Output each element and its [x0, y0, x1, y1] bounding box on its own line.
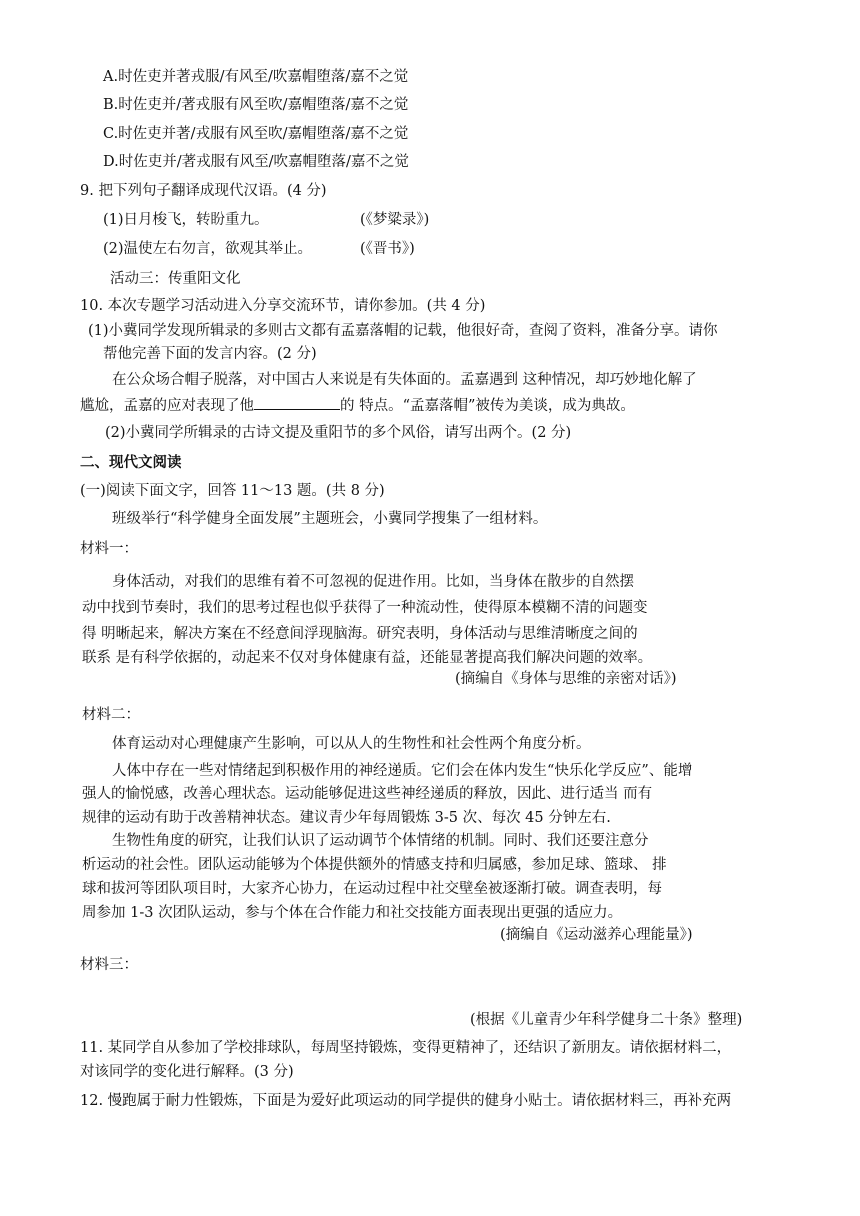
material-2-line: 强人的愉悦感，改善心理状态。运动能够促进这些神经递质的释放，因此、进行适当 而有 — [82, 786, 653, 802]
material-1-source: (摘编自《身体与思维的亲密对话》) — [455, 671, 677, 687]
q8-option-a: A.时佐吏并著戎服/有风至/吹嘉帽堕落/嘉不之觉 — [103, 69, 409, 85]
material-1-line: 动中找到节奏时，我们的思考过程也似乎获得了一种流动性，使得原本模糊不清的问题变 — [82, 600, 648, 616]
q12-line1: 12. 慢跑属于耐力性锻炼，下面是为爱好此项运动的同学提供的健身小贴士。请依据材料三，再补充两 — [80, 1093, 732, 1109]
material-2-line: 周参加 1-3 次团队运动，参与个体在合作能力和社交技能方面表现出更强的适应力。 — [82, 905, 623, 921]
q10-speech-line2 — [80, 395, 635, 417]
part-1-stem: (一)阅读下面文字，回答 11～13 题。(共 8 分) — [80, 483, 385, 499]
q10-part1-line2: 帮他完善下面的发言内容。(2 分) — [103, 346, 317, 362]
q8-option-c: C.时佐吏并著/戎服有风至吹/嘉帽堕落/嘉不之觉 — [103, 126, 409, 142]
q9-item-2: (2)温使左右勿言，欲观其举止。 — [103, 241, 313, 257]
material-2-line: 体育运动对心理健康产生影响，可以从人的生物性和社会性两个角度分析。 — [112, 736, 591, 752]
q8-option-b: B.时佐吏并/著戎服有风至吹/嘉帽堕落/嘉不之觉 — [103, 97, 409, 113]
material-2-label: 材料二： — [82, 707, 140, 723]
q9-item-1: (1)日月梭飞，转盼重九。 — [103, 212, 269, 228]
q9-stem: 9. 把下列句子翻译成现代汉语。(4 分) — [80, 183, 327, 199]
material-3-label: 材料三： — [80, 957, 138, 973]
q11-line2: 对该同学的变化进行解释。(3 分) — [80, 1064, 294, 1080]
material-2-line: 球和拔河等团队项目时，大家齐心协力，在运动过程中社交壁垒被逐渐打破。调查表明，每 — [82, 881, 662, 897]
q10-speech-line2-a: 尴尬，孟嘉的应对表现了他 — [80, 398, 254, 414]
part-1-intro: 班级举行“科学健身全面发展”主题班会，小冀同学搜集了一组材料。 — [112, 511, 548, 527]
material-1-line: 得 明晰起来，解决方案在不经意间浮现脑海。研究表明，身体活动与思维清晰度之间的 — [82, 626, 638, 642]
material-2-line: 人体中存在一些对情绪起到积极作用的神经递质。它们会在体内发生“快乐化学反应”、能增 — [112, 763, 693, 779]
q10-speech-line2-b: 的 特点。“孟嘉落帽”被传为美谈，成为典故。 — [340, 398, 635, 414]
q9-item-2-source: (《晋书》) — [360, 241, 415, 257]
q11-line1: 11. 某同学自从参加了学校排球队，每周坚持锻炼，变得更精神了，还结识了新朋友。请依据材料二， — [80, 1040, 732, 1056]
answer-blank[interactable] — [254, 395, 340, 410]
material-2-line: 规律的运动有助于改善精神状态。建议青少年每周锻炼 3-5 次、每次 45 分钟左右. — [82, 810, 611, 826]
q9-item-1-source: (《梦粱录》) — [360, 212, 430, 228]
material-2-line: 析运动的社会性。团队运动能够为个体提供额外的情感支持和归属感，参加足球、篮球、 排 — [82, 857, 667, 873]
material-2-line: 生物性角度的研究，让我们认识了运动调节个体情绪的机制。同时、我们还要注意分 — [112, 833, 649, 849]
q10-part2: (2)小冀同学所辑录的古诗文提及重阳节的多个风俗，请写出两个。(2 分) — [105, 425, 572, 441]
section-2-title: 二、现代文阅读 — [80, 454, 182, 471]
material-1-line: 联系 是有科学依据的，动起来不仅对身体健康有益，还能显著提高我们解决问题的效率。 — [82, 650, 653, 666]
q8-option-d: D.时佐吏并/著戎服有风至/吹嘉帽堕落/嘉不之觉 — [103, 154, 409, 170]
material-1-label: 材料一： — [80, 541, 138, 557]
q10-part1-line1: (1)小冀同学发现所辑录的多则古文都有孟嘉落帽的记载，他很好奇，查阅了资料，准备分享。请你 — [88, 323, 718, 339]
q10-speech-line1: 在公众场合帽子脱落，对中国古人来说是有失体面的。孟嘉遇到 这种情况，却巧妙地化解了 — [112, 372, 697, 388]
material-3-source: (根据《儿童青少年科学健身二十条》整理) — [470, 1012, 743, 1028]
material-1-line: 身体活动，对我们的思维有着不可忽视的促进作用。比如，当身体在散步的自然摆 — [112, 574, 634, 590]
q10-stem: 10. 本次专题学习活动进入分享交流环节，请你参加。(共 4 分) — [80, 298, 486, 314]
material-2-source: (摘编自《运动滋养心理能量》) — [500, 927, 693, 943]
activity-3-heading: 活动三：传重阳文化 — [110, 271, 241, 287]
